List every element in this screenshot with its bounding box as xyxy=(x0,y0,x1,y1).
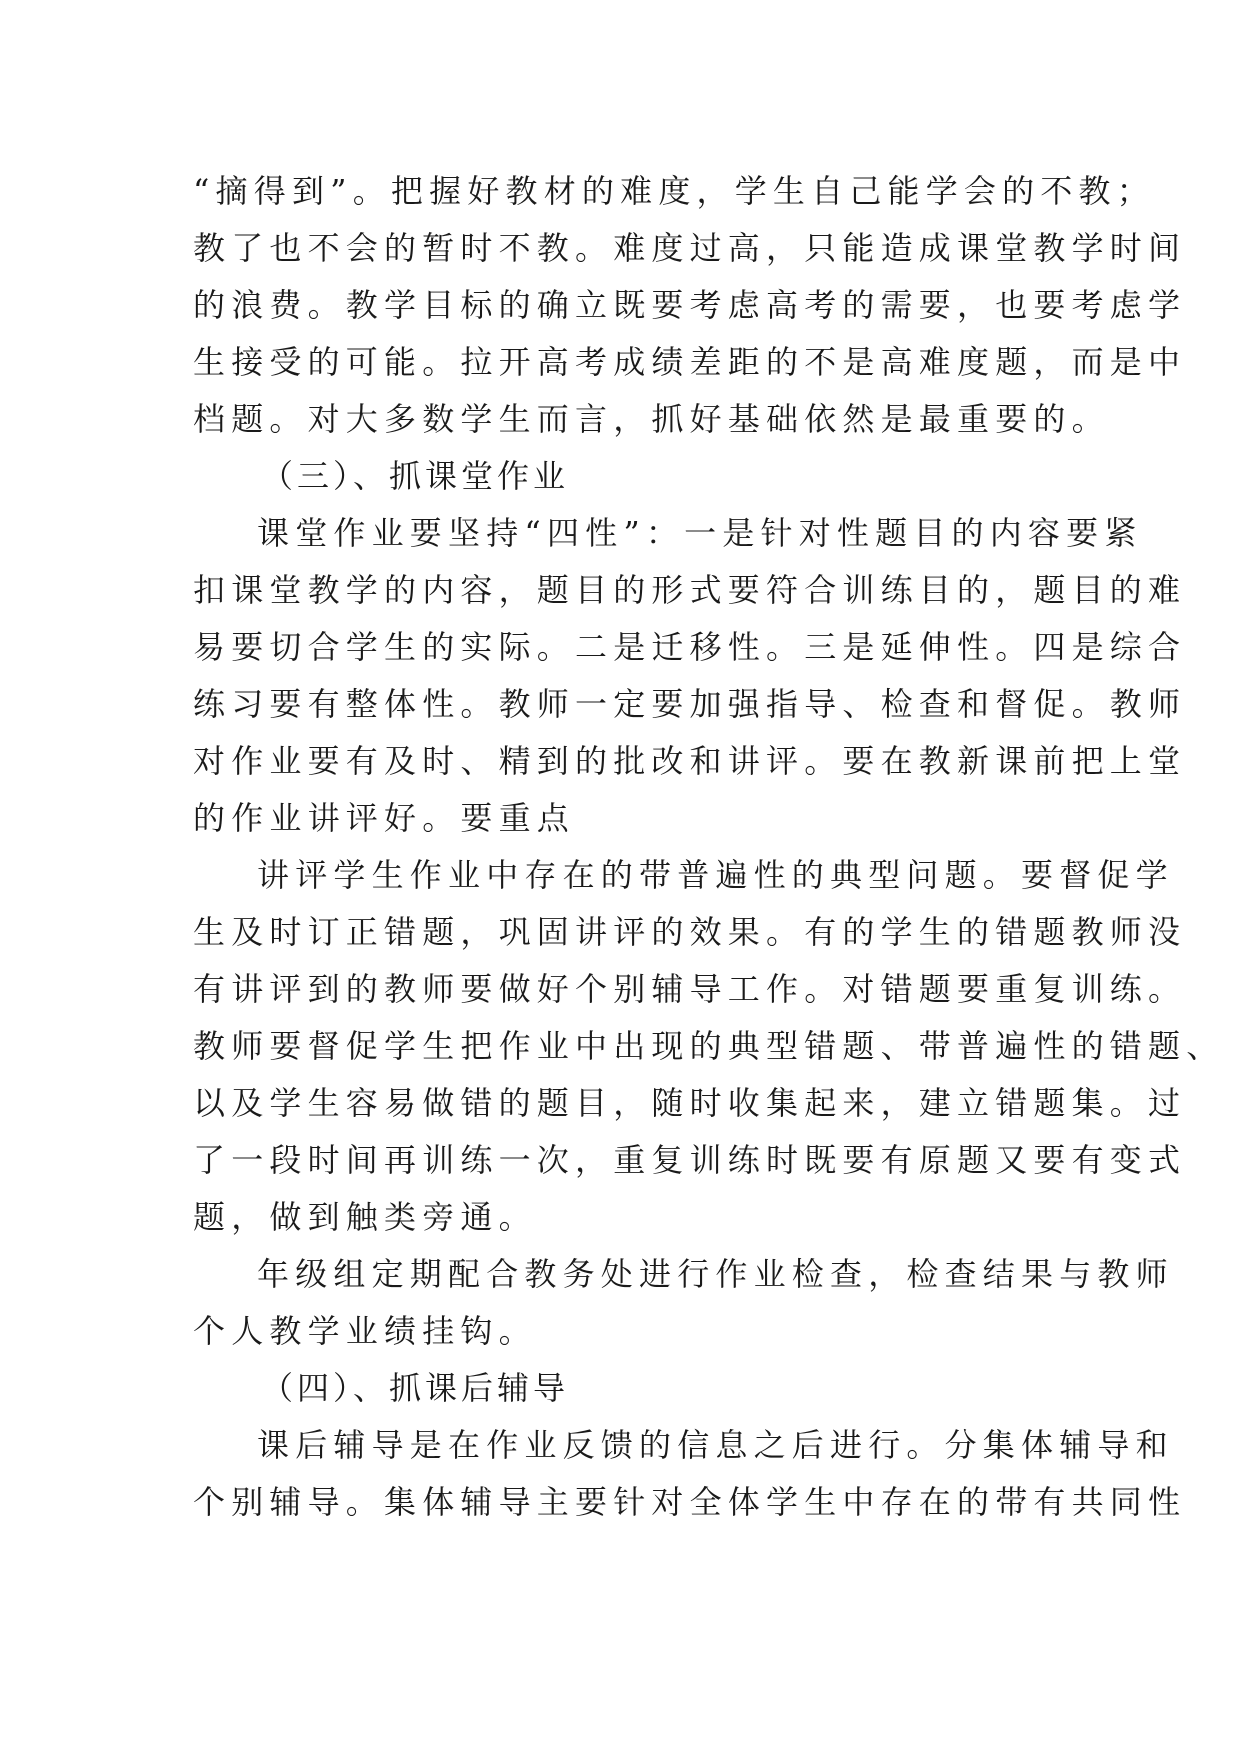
body-text-line: 扣课堂教学的内容，题目的形式要符合训练目的，题目的难 xyxy=(193,571,1187,609)
body-text-line: 课后辅导是在作业反馈的信息之后进行。分集体辅导和 xyxy=(257,1426,1174,1464)
body-text-line: 对作业要有及时、精到的批改和讲评。要在教新课前把上堂 xyxy=(193,742,1187,780)
body-text-line: “摘得到”。把握好教材的难度，学生自己能学会的不教； xyxy=(193,172,1155,210)
body-text-line: 以及学生容易做错的题目，随时收集起来，建立错题集。过 xyxy=(193,1084,1187,1122)
body-text-line: 教师要督促学生把作业中出现的典型错题、带普遍性的错题、 xyxy=(193,1027,1225,1065)
body-text-line: 题，做到触类旁通。 xyxy=(193,1198,537,1236)
body-text-line: 的作业讲评好。要重点 xyxy=(193,799,576,837)
body-text-line: 易要切合学生的实际。二是迁移性。三是延伸性。四是综合 xyxy=(193,628,1187,666)
body-text-line: 讲评学生作业中存在的带普遍性的典型问题。要督促学 xyxy=(257,856,1174,894)
body-text-line: 个别辅导。集体辅导主要针对全体学生中存在的带有共同性 xyxy=(193,1483,1187,1521)
section-heading: （三）、抓课堂作业 xyxy=(261,457,570,495)
body-text-line: 教了也不会的暂时不教。难度过高，只能造成课堂教学时间 xyxy=(193,229,1187,267)
body-text-line: 档题。对大多数学生而言，抓好基础依然是最重要的。 xyxy=(193,400,1110,438)
body-text-line: 有讲评到的教师要做好个别辅导工作。对错题要重复训练。 xyxy=(193,970,1187,1008)
body-text-line: 的浪费。教学目标的确立既要考虑高考的需要，也要考虑学 xyxy=(193,286,1187,324)
body-text-line: 课堂作业要坚持“四性”：一是针对性题目的内容要紧 xyxy=(257,514,1143,552)
body-text-line: 练习要有整体性。教师一定要加强指导、检查和督促。教师 xyxy=(193,685,1187,723)
body-text-line: 个人教学业绩挂钩。 xyxy=(193,1312,537,1350)
body-text-line: 了一段时间再训练一次，重复训练时既要有原题又要有变式 xyxy=(193,1141,1187,1179)
section-heading: （四）、抓课后辅导 xyxy=(261,1369,570,1407)
body-text-line: 年级组定期配合教务处进行作业检查，检查结果与教师 xyxy=(257,1255,1174,1293)
body-text-line: 生接受的可能。拉开高考成绩差距的不是高难度题，而是中 xyxy=(193,343,1187,381)
body-text-line: 生及时订正错题，巩固讲评的效果。有的学生的错题教师没 xyxy=(193,913,1187,951)
